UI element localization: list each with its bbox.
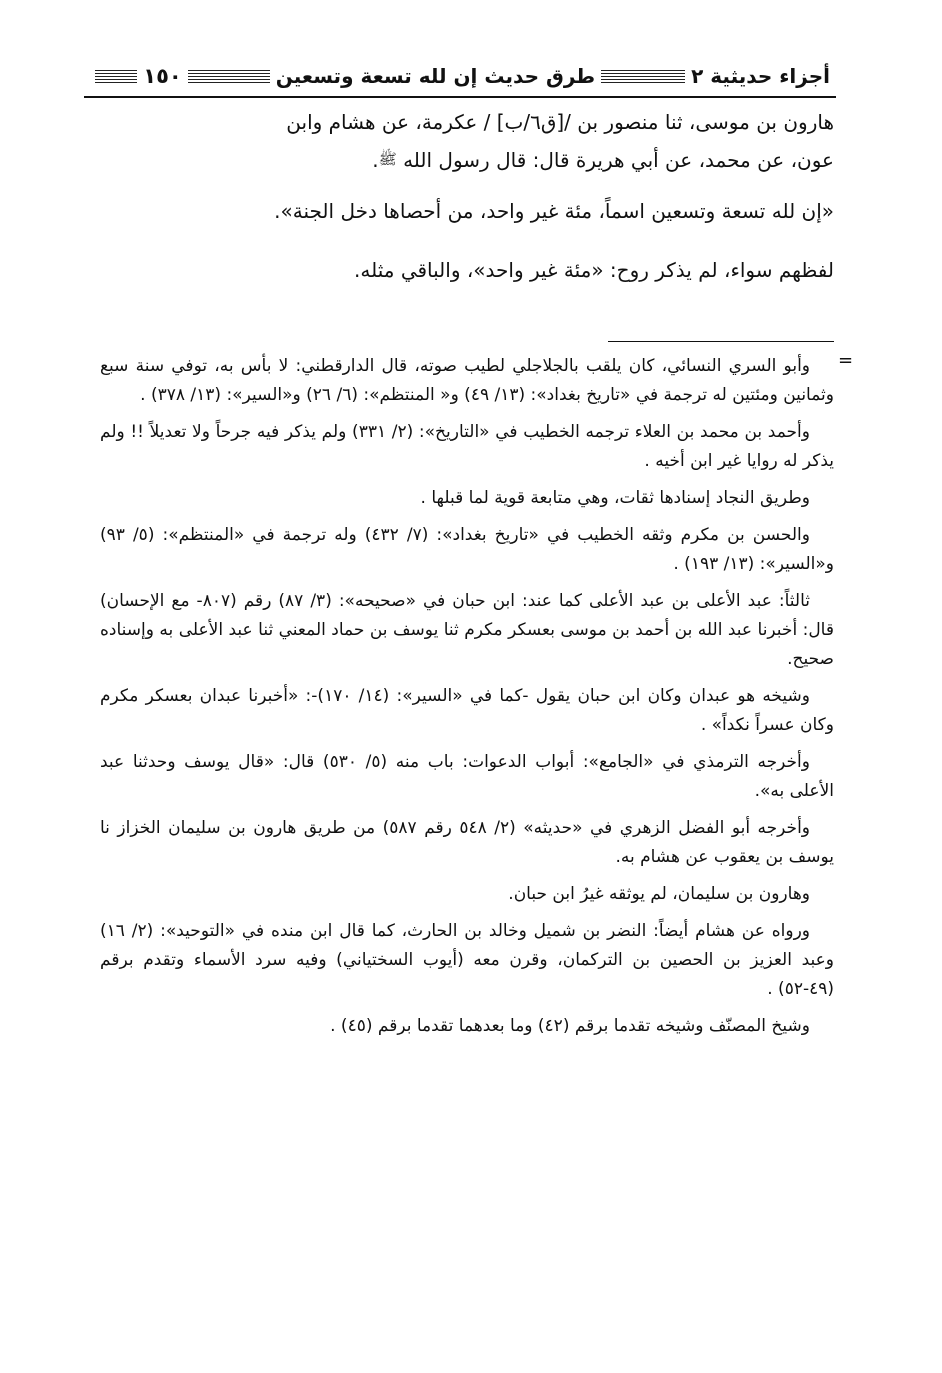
footnote-paragraph: والحسن بن مكرم وثقه الخطيب في «تاريخ بغداد»: (٧/ ٤٣٢) وله ترجمة في «المنتظم»: (٥/ ٩٣) و«السير»: (١٣/ ١٩٣) . (100, 525, 834, 574)
page-number: ١٥٠ (143, 64, 182, 88)
footnote-paragraph: وشيخه هو عبدان وكان ابن حبان يقول -كما في «السير»: (١٤/ ١٧٠)-: «أخبرنا عبدان بعسكر مكرم وكان عسراً نكداً» . (100, 686, 834, 735)
honorific-glyph: ﷺ (378, 150, 397, 168)
page-header (84, 56, 836, 96)
book-title: أجزاء حديثية ٢ (691, 64, 830, 88)
footnote-paragraph: وأخرجه أبو الفضل الزهري في «حديثه» (٢/ ٥٤٨ رقم ٥٨٧) من طريق هارون بن سليمان الخزاز نا يوسف بن يعقوب عن هشام به. (100, 818, 834, 867)
main-line: عون، عن محمد، عن أبي هريرة قال: قال رسول الله ﷺ. (372, 148, 834, 172)
main-line: هارون بن موسى، ثنا منصور بن /[ق٦/ب] / عكرمة، عن هشام وابن (286, 110, 834, 134)
footnote-separator (608, 341, 834, 342)
header-ornament (95, 69, 137, 83)
footnote-continuation-mark: = (838, 350, 854, 371)
footnote-paragraph: وأبو السري النسائي، كان يلقب بالجلاجلي لطيب صوته، قال الدارقطني: لا بأس به، توفي سنة سبع وثمانين ومئتين له ترجمة في «تاريخ بغداد»: (١٣/ ٤٩) و« المنتظم»: (٦/ ٢٦) و«السير»: (١٣/ ٣٧٨) . (100, 356, 834, 405)
footnote-paragraph: وهارون بن سليمان، لم يوثقه غيرُ ابن حبان. (508, 884, 810, 904)
footnote-paragraph: ورواه عن هشام أيضاً: النضر بن شميل وخالد بن الحارث، كما قال ابن منده في «التوحيد»: (٢/ ١٦) وعبد العزيز بن الحصين بن التركمان، وقرن معه (أيوب السختياني) وفيه سرد الأسماء وتقدم برقم (٤٩-٥٢) . (100, 921, 834, 999)
footnote-paragraph: وطريق النجاد إسنادها ثقات، وهي متابعة قوية لما قبلها . (420, 488, 810, 508)
footnote-paragraph: وأخرجه الترمذي في «الجامع»: أبواب الدعوات: باب منه (٥/ ٥٣٠) قال: «قال يوسف وحدثنا عبد الأعلى به». (100, 752, 834, 801)
main-text (100, 104, 834, 289)
footnote-paragraph: ثالثاً: عبد الأعلى بن عبد الأعلى كما عند: ابن حبان في «صحيحه»: (٣/ ٨٧) رقم (٨٠٧- مع الإحسان) قال: أخبرنا عبد الله بن أحمد بن موسى بعسكر مكرم ثنا يوسف بن حماد المعني ثنا عبد الأعلى به وإسناده صحيح. (100, 591, 834, 669)
footnote-paragraph: وأحمد بن محمد بن العلاء ترجمه الخطيب في «التاريخ»: (٢/ ٣٣١) ولم يذكر فيه جرحاً ولا تعديلاً !! ولم يذكر له روايا غير ابن أخيه . (100, 422, 834, 471)
hadith-text: «إن لله تسعة وتسعين اسماً، مئة غير واحد، من أحصاها دخل الجنة». (274, 199, 834, 223)
main-note: لفظهم سواء، لم يذكر روح: «مئة غير واحد»، والباقي مثله. (354, 258, 834, 282)
chapter-title: طرق حديث إن لله تسعة وتسعين (275, 64, 596, 88)
header-ornament (188, 69, 270, 83)
header-rule (84, 96, 836, 98)
footnotes (100, 352, 834, 1049)
footnote-paragraph: وشيخ المصنّف وشيخه تقدما برقم (٤٢) وما بعدهما تقدما برقم (٤٥) . (330, 1016, 810, 1036)
header-ornament (601, 69, 685, 83)
